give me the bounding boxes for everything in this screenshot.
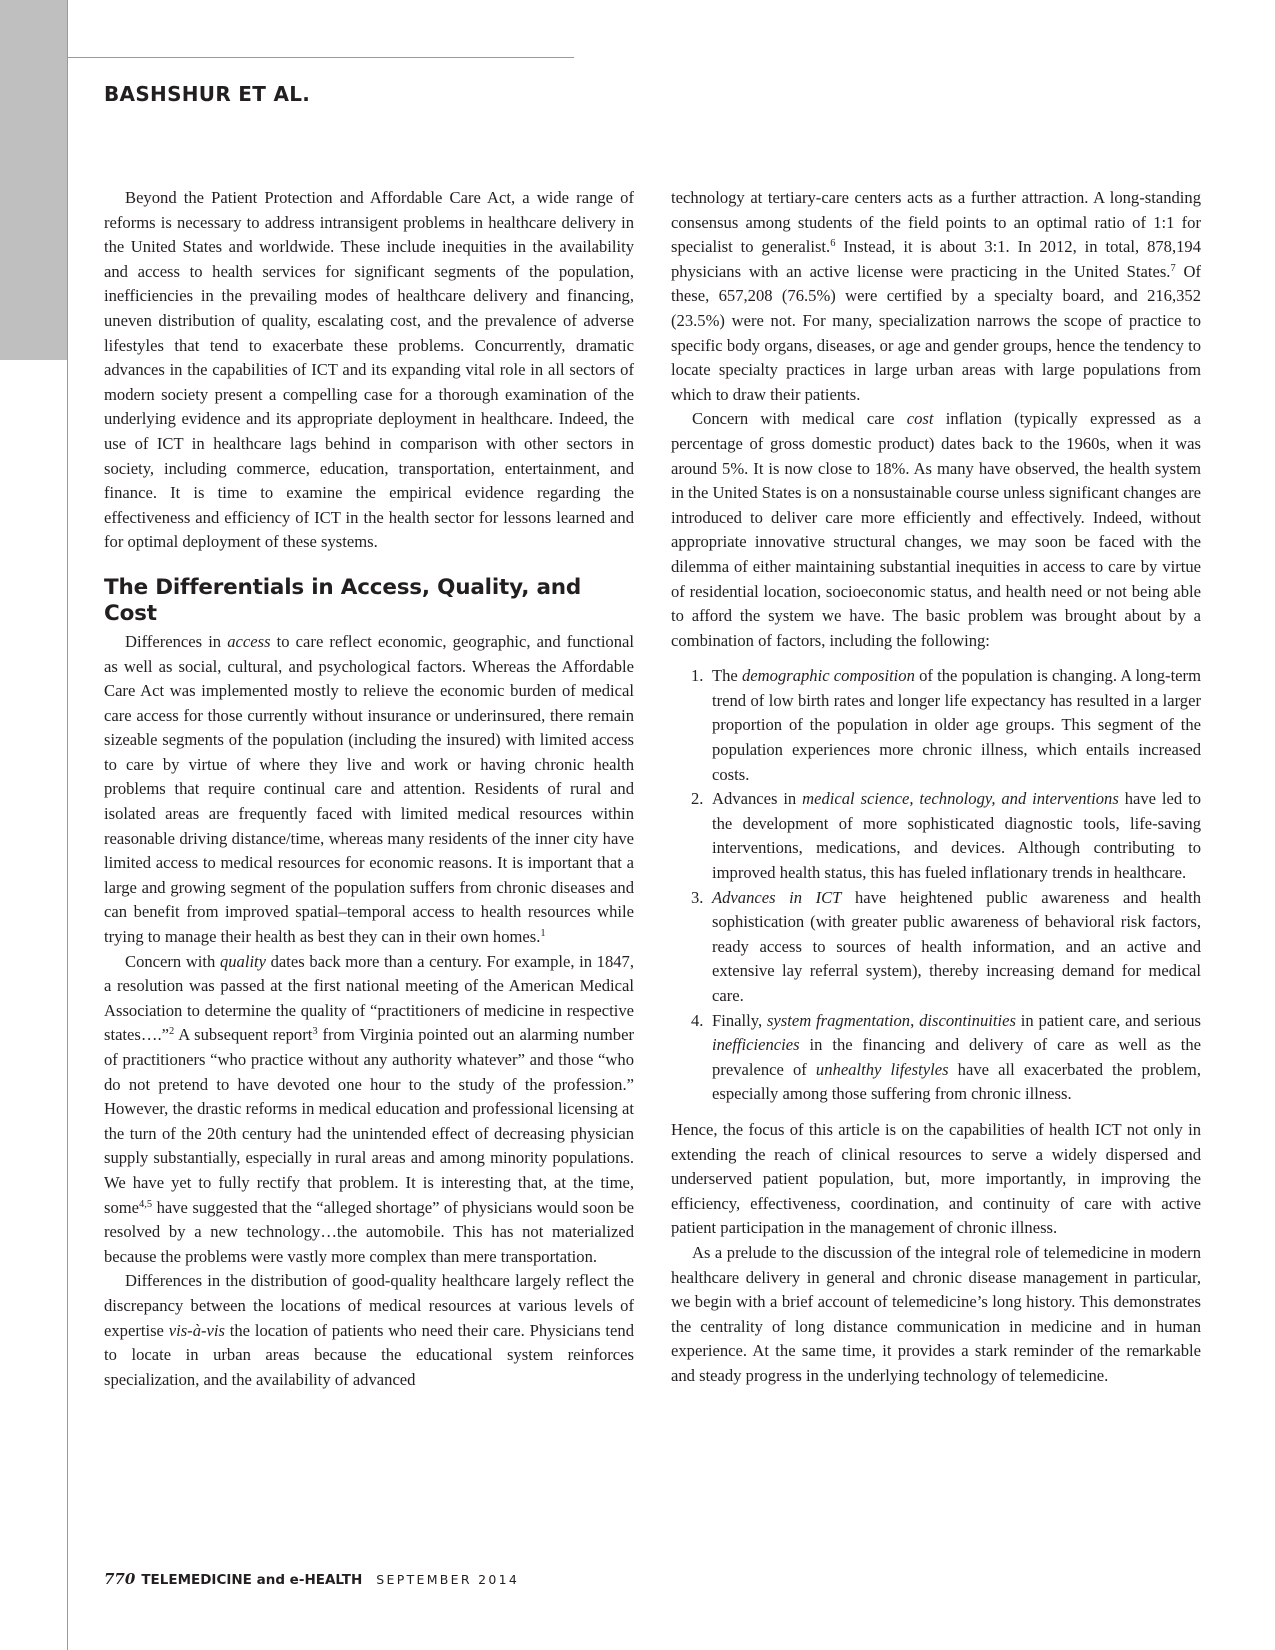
paragraph-access: Differences in access to care reflect economic, geographic, and functional as well as social, cultural, and psychological factors. Whereas the Affordable Care Act was implemented mostly to relieve the economic burden of medical care access for those currently without insurance or underinsured, there remain sizeable segments of the population (including the insured) with limited access to care by virtue of where they live and work or having chronic health problems that require continual care and attention. Residents of rural and isolated areas are frequently faced with limited medical resources within reasonable driving distance/time, whereas many residents of the inner city have limited access to medical resources for economic reasons. It is important that a large and growing segment of the population suffers from chronic diseases and can benefit from improved spatial–temporal access to health resources while trying to manage their health as best they can in their own homes.$^1$ xyxy=(104,631,635,947)
citation-ref: 2 xyxy=(168,1026,175,1038)
citation-ref: 7 xyxy=(1170,262,1176,274)
header-rule xyxy=(67,57,574,58)
citation-ref: 3 xyxy=(312,1026,318,1038)
factor-list xyxy=(671,664,1201,1107)
journal-name: TELEMEDICINE and e-HEALTH xyxy=(141,1572,363,1588)
citation-ref: 4,5 xyxy=(139,1198,153,1210)
citation-ref: 6 xyxy=(830,238,836,250)
paragraph-distribution: Differences in the distribution of good-quality healthcare largely reflect the discrepancy between the locations of medical resources at various levels of expertise vis-à-vis the location of patients who need their care. Physicians tend to locate in urban areas because the educational system reinforces specialization, and the availability of advanced xyxy=(104,1271,635,1389)
paragraph-prelude: As a prelude to the discussion of the integral role of telemedicine in modern healthcare delivery in general and chronic disease management in particular, we begin with a brief account of telemedicine’s long history. This demonstrates the centrality of long distance communication in medicine and in human experience. At the same time, it provides a stark reminder of the remarkable and steady progress in the underlying technology of telemedicine. xyxy=(671,1242,1201,1385)
list-item: 2. Advances in medical science, technology, and interventions have led to the development of more sophisticated diagnostic tools, life-saving interventions, medications, and devices. Although contributing to improved health status, this has fueled inflationary trends in healthcare. xyxy=(691,789,1201,883)
paragraph-intro: Beyond the Patient Protection and Affordable Care Act, a wide range of reforms is necessary to address intransigent problems in healthcare delivery in the United States and worldwide. These include inequities in the availability and access to health services for significant segments of the population, inefficiencies in the prevailing modes of healthcare delivery and financing, uneven distribution of quality, escalating cost, and the prevalence of adverse lifestyles that tend to exacerbate these problems. Concurrently, dramatic advances in the capabilities of ICT and its expanding vital role in all sectors of modern society present a compelling case for a thorough examination of the underlying evidence and its appropriate deployment in healthcare. Indeed, the use of ICT in healthcare lags behind in comparison with other sectors in society, including commerce, education, transportation, entertainment, and finance. It is time to examine the empirical evidence regarding the effectiveness and efficiency of ICT in the health sector for lessons learned and for optimal deployment of these systems. xyxy=(104,188,634,552)
page-footer xyxy=(104,1570,519,1589)
paragraph-cost: Concern with medical care cost inflation (typically expressed as a percentage of gross domestic product) dates back to the 1960s, when it was around 5%. It is now close to 18%. As many have observed, the health system in the United States is on a nonsustainable course unless significant changes are introduced to deliver care more efficiently and effectively. Indeed, without appropriate innovative structural changes, we may soon be faced with the dilemma of either maintaining substantial inequities in access to care by virtue of residential location, socioeconomic status, and health need or not being able to afford the system we have. The basic problem was brought about by a combination of factors, including the following: xyxy=(671,409,1202,650)
list-item: 4. Finally, system fragmentation, discontinuities in patient care, and serious inefficiencies in the financing and delivery of care as well as the prevalence of unhealthy lifestyles have all exacerbated the problem, especially among those suffering from chronic illness. xyxy=(691,1010,1202,1104)
paragraph-focus: Hence, the focus of this article is on the capabilities of health ICT not only in extending the reach of clinical resources to serve a widely dispersed and underserved patient population, but, more importantly, in improving the efficiency, effectiveness, coordination, and continuity of care with active patient participation in the management of chronic illness. xyxy=(671,1119,1201,1238)
issue-date: SEPTEMBER 2014 xyxy=(376,1572,520,1587)
margin-tab xyxy=(0,0,67,360)
page-number: 770 xyxy=(104,1570,136,1588)
list-item: 1. The demographic composition of the population is changing. A long-term trend of low birth rates and longer life expectancy has resulted in a larger proportion of the population in older age groups. This segment of the population experiences more chronic illness, which entails increased costs. xyxy=(691,666,1201,784)
section-heading: The Differentials in Access, Quality, and Cost xyxy=(104,574,582,626)
right-column xyxy=(671,186,1201,1389)
paragraph-specialization: technology at tertiary-care centers acts as a further attraction. A long-standing consensus among students of the field points to an optimal ratio of 1:1 for specialist to generalist.$^6$ Instead, it is about 3:1. In 2012, in total, 878,194 physicians with an active license were practicing in the United States.$^7$ Of these, 657,208 (76.5%) were certified by a specialty board, and 216,352 (23.5%) were not. For many, specialization narrows the scope of practice to specific body organs, diseases, or age and gender groups, hence the tendency to locate specialty practices in large urban areas with large populations from which to draw their patients. xyxy=(671,188,1201,404)
running-head: BASHSHUR ET AL. xyxy=(104,82,311,106)
paragraph-quality: Concern with quality dates back more than a century. For example, in 1847, a resolution was passed at the first national meeting of the American Medical Association to determine the quality of “practitioners of medicine in respective states….”$^2$ A subsequent report$^3$ from Virginia pointed out an alarming number of practitioners “who practice without any authority whatever” and those “who do not pretend to have devoted one hour to the study of the profession.” However, the drastic reforms in medical education and professional licensing at the turn of the 20th century had the unintended effect of decreasing physician supply substantially, especially in rural areas and among minority populations. We have yet to fully rectify that problem. It is interesting that, at the time, some$^{4,5}$ have suggested that the “alleged shortage” of physicians would soon be resolved by a new technology…the automobile. This has not materialized because the problems were vastly more complex than mere transportation. xyxy=(104,951,634,1266)
citation-ref: 1 xyxy=(540,928,546,940)
left-column xyxy=(104,186,634,1392)
list-item: 3. Advances in ICT have heightened public awareness and health sophistication (with greater public awareness of behavioral risk factors, ready access to sources of health information, and an active and extensive lay referral system), thereby increasing demand for medical care. xyxy=(691,887,1202,1005)
margin-rule xyxy=(67,0,68,1650)
